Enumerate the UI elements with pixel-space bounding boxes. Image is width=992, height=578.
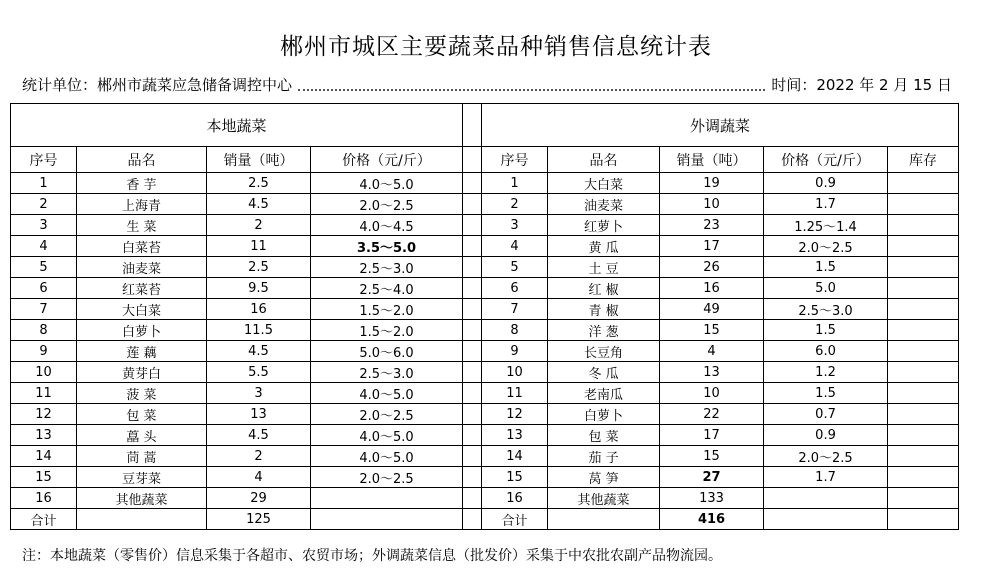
veg-name: 包 菜 xyxy=(548,425,660,446)
veg-name: 茄 子 xyxy=(548,446,660,467)
gap-cell xyxy=(463,236,482,257)
row-index: 13 xyxy=(11,425,77,446)
price-range: 1.5 xyxy=(764,257,888,278)
sales-volume: 13 xyxy=(207,404,311,425)
col-header: 价格（元/斤） xyxy=(311,147,463,173)
price-range: 2.0～2.5 xyxy=(311,194,463,215)
col-header: 库存 xyxy=(888,147,959,173)
sales-volume: 4 xyxy=(207,467,311,488)
price-range: 2.5～3.0 xyxy=(764,299,888,320)
row-index: 5 xyxy=(482,257,548,278)
row-index: 12 xyxy=(482,404,548,425)
veg-name: 香 芋 xyxy=(77,173,207,194)
stock xyxy=(888,278,959,299)
sales-volume: 17 xyxy=(660,425,764,446)
veg-name: 白萝卜 xyxy=(77,320,207,341)
col-header: 序号 xyxy=(11,147,77,173)
row-index: 1 xyxy=(11,173,77,194)
table-row xyxy=(11,320,959,341)
stock xyxy=(888,446,959,467)
veg-name: 白萝卜 xyxy=(548,404,660,425)
sales-volume: 4.5 xyxy=(207,341,311,362)
total-value: 416 xyxy=(660,509,764,530)
row-index: 4 xyxy=(482,236,548,257)
price-range xyxy=(311,488,463,509)
veg-name: 老南瓜 xyxy=(548,383,660,404)
row-index: 1 xyxy=(482,173,548,194)
row-index: 7 xyxy=(482,299,548,320)
table-row xyxy=(11,362,959,383)
sales-volume: 2 xyxy=(207,215,311,236)
sales-volume: 4 xyxy=(660,341,764,362)
row-index: 16 xyxy=(11,488,77,509)
veg-name: 生 菜 xyxy=(77,215,207,236)
price-range: 2.5～3.0 xyxy=(311,362,463,383)
veg-name: 其他蔬菜 xyxy=(548,488,660,509)
sales-volume: 16 xyxy=(207,299,311,320)
stock xyxy=(888,173,959,194)
table-row xyxy=(11,488,959,509)
stat-date: 时间：2022 年 2 月 15 日 xyxy=(771,76,952,94)
sales-volume: 13 xyxy=(660,362,764,383)
sales-volume: 2 xyxy=(207,446,311,467)
veg-name: 红 椒 xyxy=(548,278,660,299)
price-range: 4.0～5.0 xyxy=(311,173,463,194)
gap-cell xyxy=(463,404,482,425)
sales-volume: 27 xyxy=(660,467,764,488)
price-range: 4.0～5.0 xyxy=(311,446,463,467)
price-range: 2.5～3.0 xyxy=(311,257,463,278)
veg-name: 豆芽菜 xyxy=(77,467,207,488)
row-index: 6 xyxy=(482,278,548,299)
row-index: 11 xyxy=(11,383,77,404)
column-header-row xyxy=(11,147,959,173)
gap-cell xyxy=(463,215,482,236)
row-index: 10 xyxy=(482,362,548,383)
col-header: 序号 xyxy=(482,147,548,173)
col-header: 品名 xyxy=(77,147,207,173)
row-index: 6 xyxy=(11,278,77,299)
stock xyxy=(888,467,959,488)
empty-cell xyxy=(548,509,660,530)
row-index: 7 xyxy=(11,299,77,320)
price-range: 4.0～5.0 xyxy=(311,383,463,404)
sales-volume: 15 xyxy=(660,320,764,341)
gap-cell xyxy=(463,488,482,509)
veg-name: 大白菜 xyxy=(77,299,207,320)
table-row xyxy=(11,236,959,257)
dot-leader xyxy=(298,79,765,91)
row-index: 15 xyxy=(11,467,77,488)
row-index: 11 xyxy=(482,383,548,404)
page-title: 郴州市城区主要蔬菜品种销售信息统计表 xyxy=(280,34,712,60)
gap-cell xyxy=(463,425,482,446)
sales-volume: 4.5 xyxy=(207,425,311,446)
empty-cell xyxy=(764,509,888,530)
sales-volume: 2.5 xyxy=(207,257,311,278)
row-index: 8 xyxy=(482,320,548,341)
row-index: 12 xyxy=(11,404,77,425)
gap-cell xyxy=(463,446,482,467)
gap-cell xyxy=(463,341,482,362)
sales-volume: 11 xyxy=(207,236,311,257)
sales-volume: 23 xyxy=(660,215,764,236)
price-range: 1.25～1.4 xyxy=(764,215,888,236)
stock xyxy=(888,257,959,278)
sales-volume: 16 xyxy=(660,278,764,299)
sales-volume: 15 xyxy=(660,446,764,467)
veg-name: 油麦菜 xyxy=(548,194,660,215)
sales-volume: 26 xyxy=(660,257,764,278)
row-index: 13 xyxy=(482,425,548,446)
sales-volume: 49 xyxy=(660,299,764,320)
section-header-row xyxy=(11,104,959,147)
veg-name: 洋 葱 xyxy=(548,320,660,341)
vegetable-table xyxy=(10,103,959,530)
veg-name: 白菜苔 xyxy=(77,236,207,257)
table-row xyxy=(11,299,959,320)
imported-section-title: 外调蔬菜 xyxy=(482,104,959,147)
stock xyxy=(888,488,959,509)
price-range: 2.0～2.5 xyxy=(311,404,463,425)
veg-name: 莴 笋 xyxy=(548,467,660,488)
price-range: 0.9 xyxy=(764,425,888,446)
stock xyxy=(888,320,959,341)
stat-unit: 统计单位：郴州市蔬菜应急储备调控中心 xyxy=(22,76,293,94)
table-row xyxy=(11,278,959,299)
row-index: 10 xyxy=(11,362,77,383)
price-range: 0.7 xyxy=(764,404,888,425)
stock xyxy=(888,362,959,383)
price-range: 2.5～4.0 xyxy=(311,278,463,299)
row-index: 9 xyxy=(482,341,548,362)
veg-name: 黄芽白 xyxy=(77,362,207,383)
sales-volume: 17 xyxy=(660,236,764,257)
gap-cell xyxy=(463,320,482,341)
gap-cell xyxy=(463,383,482,404)
row-index: 8 xyxy=(11,320,77,341)
sales-volume: 10 xyxy=(660,383,764,404)
total-label: 合计 xyxy=(11,509,77,530)
empty-cell xyxy=(311,509,463,530)
veg-name: 土 豆 xyxy=(548,257,660,278)
table-row xyxy=(11,404,959,425)
footnote: 注：本地蔬菜（零售价）信息采集于各超市、农贸市场；外调蔬菜信息（批发价）采集于中农批农副产品物流园。 xyxy=(22,548,722,564)
veg-name: 黄 瓜 xyxy=(548,236,660,257)
local-section-title: 本地蔬菜 xyxy=(11,104,463,147)
row-index: 3 xyxy=(482,215,548,236)
col-header: 销量（吨） xyxy=(207,147,311,173)
table-row xyxy=(11,173,959,194)
sales-volume: 10 xyxy=(660,194,764,215)
veg-name: 藠 头 xyxy=(77,425,207,446)
table-row xyxy=(11,194,959,215)
sales-volume: 11.5 xyxy=(207,320,311,341)
veg-name: 茼 蒿 xyxy=(77,446,207,467)
veg-name: 菠 菜 xyxy=(77,383,207,404)
veg-name: 红萝卜 xyxy=(548,215,660,236)
gap-cell xyxy=(463,509,482,530)
veg-name: 包 菜 xyxy=(77,404,207,425)
price-range: 6.0 xyxy=(764,341,888,362)
table-row xyxy=(11,446,959,467)
veg-name: 长豆角 xyxy=(548,341,660,362)
price-range: 2.0～2.5 xyxy=(764,236,888,257)
stock xyxy=(888,236,959,257)
price-range: 4.0～4.5 xyxy=(311,215,463,236)
meta-line xyxy=(22,74,952,95)
sales-volume: 5.5 xyxy=(207,362,311,383)
row-index: 14 xyxy=(482,446,548,467)
stock xyxy=(888,299,959,320)
table-row xyxy=(11,215,959,236)
row-index: 16 xyxy=(482,488,548,509)
veg-name: 大白菜 xyxy=(548,173,660,194)
price-range: 5.0～6.0 xyxy=(311,341,463,362)
sales-volume: 133 xyxy=(660,488,764,509)
price-range: 4.0～5.0 xyxy=(311,425,463,446)
gap-cell xyxy=(463,362,482,383)
sales-volume: 9.5 xyxy=(207,278,311,299)
price-range: 1.5～2.0 xyxy=(311,299,463,320)
veg-name: 青 椒 xyxy=(548,299,660,320)
total-row xyxy=(11,509,959,530)
col-header: 价格（元/斤） xyxy=(764,147,888,173)
total-value: 125 xyxy=(207,509,311,530)
gap-cell xyxy=(463,194,482,215)
price-range: 5.0 xyxy=(764,278,888,299)
stock xyxy=(888,404,959,425)
gap-cell xyxy=(463,257,482,278)
sales-volume: 3 xyxy=(207,383,311,404)
veg-name: 油麦菜 xyxy=(77,257,207,278)
sales-volume: 29 xyxy=(207,488,311,509)
row-index: 3 xyxy=(11,215,77,236)
gap-cell xyxy=(463,173,482,194)
row-index: 2 xyxy=(482,194,548,215)
gap-cell xyxy=(463,299,482,320)
row-index: 14 xyxy=(11,446,77,467)
veg-name: 其他蔬菜 xyxy=(77,488,207,509)
gap-cell xyxy=(463,467,482,488)
gap-cell xyxy=(463,278,482,299)
price-range: 1.5～2.0 xyxy=(311,320,463,341)
veg-name: 上海青 xyxy=(77,194,207,215)
veg-name: 冬 瓜 xyxy=(548,362,660,383)
row-index: 9 xyxy=(11,341,77,362)
empty-cell xyxy=(888,509,959,530)
row-index: 15 xyxy=(482,467,548,488)
table-row xyxy=(11,467,959,488)
price-range: 3.5～5.0 xyxy=(311,236,463,257)
price-range: 2.0～2.5 xyxy=(764,446,888,467)
stock xyxy=(888,215,959,236)
price-range: 1.2 xyxy=(764,362,888,383)
sales-volume: 22 xyxy=(660,404,764,425)
row-index: 2 xyxy=(11,194,77,215)
total-label: 合计 xyxy=(482,509,548,530)
sales-volume: 19 xyxy=(660,173,764,194)
row-index: 5 xyxy=(11,257,77,278)
price-range: 2.0～2.5 xyxy=(311,467,463,488)
gap-cell xyxy=(463,104,482,147)
row-index: 4 xyxy=(11,236,77,257)
price-range: 1.7 xyxy=(764,467,888,488)
col-header: 品名 xyxy=(548,147,660,173)
table-row xyxy=(11,341,959,362)
price-range: 0.9 xyxy=(764,173,888,194)
price-range: 1.5 xyxy=(764,320,888,341)
veg-name: 红菜苔 xyxy=(77,278,207,299)
table-row xyxy=(11,425,959,446)
sales-volume: 2.5 xyxy=(207,173,311,194)
gap-cell xyxy=(463,147,482,173)
price-range: 1.7 xyxy=(764,194,888,215)
price-range xyxy=(764,488,888,509)
table-row xyxy=(11,383,959,404)
sales-volume: 4.5 xyxy=(207,194,311,215)
price-range: 1.5 xyxy=(764,383,888,404)
stock xyxy=(888,425,959,446)
stock xyxy=(888,341,959,362)
stock xyxy=(888,194,959,215)
veg-name: 莲 藕 xyxy=(77,341,207,362)
col-header: 销量（吨） xyxy=(660,147,764,173)
table-row xyxy=(11,257,959,278)
stock xyxy=(888,383,959,404)
empty-cell xyxy=(77,509,207,530)
